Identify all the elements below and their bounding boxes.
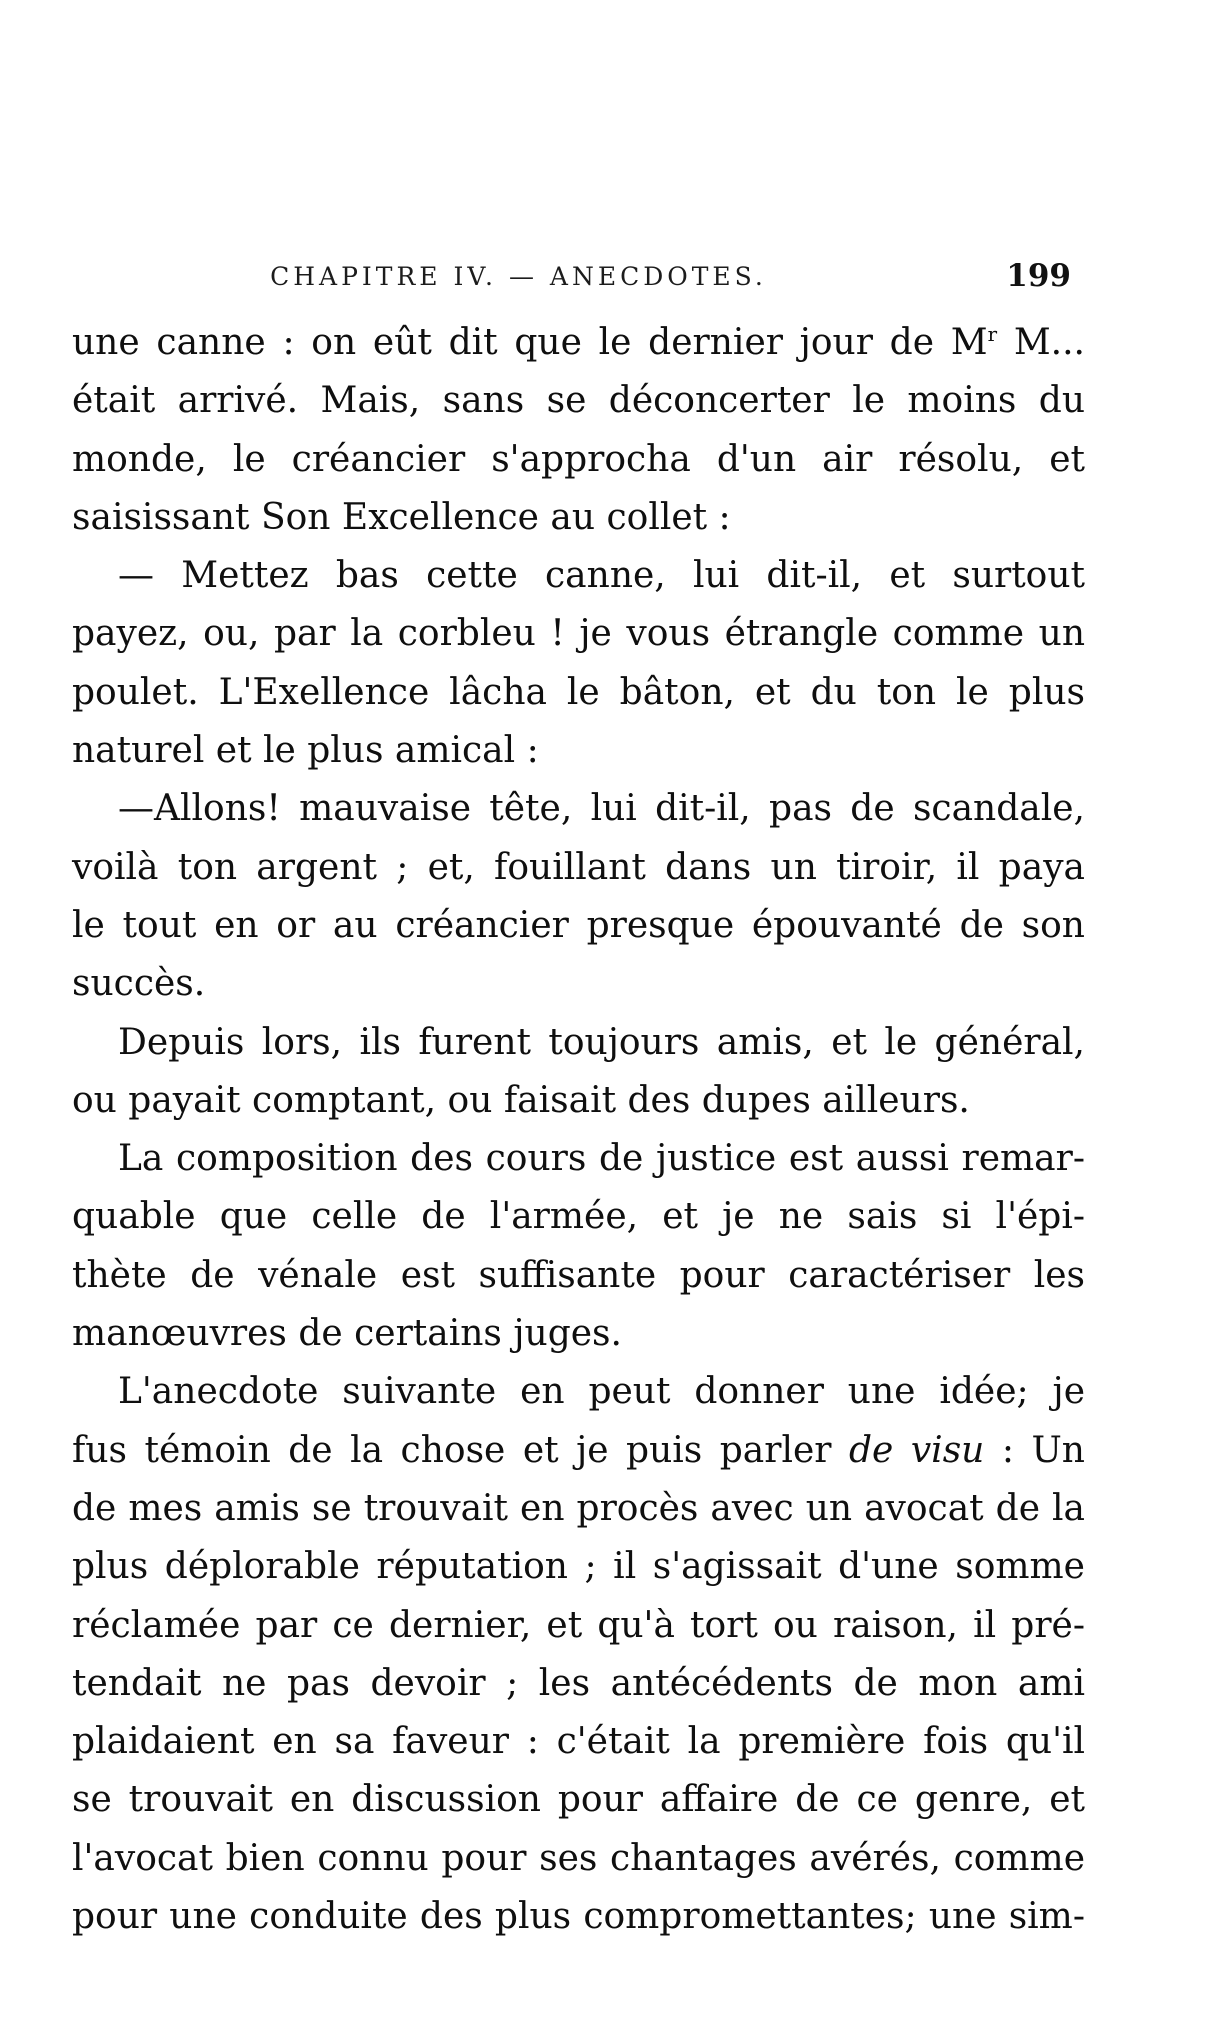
text-line: ou payait comptant, ou faisait des dupes ailleurs.: [72, 1079, 970, 1121]
text-segment: : Un: [984, 1429, 1085, 1471]
text-line: L'anecdote suivante en peut donner une idée; je: [118, 1371, 1085, 1413]
chapter-title: CHAPITRE IV. — ANECDOTES.: [270, 262, 767, 291]
text-line: se trouvait en discussion pour affaire de ce genre, et: [72, 1779, 1085, 1821]
text-line: quable que celle de l'armée, et je ne sais si l'épi-: [72, 1196, 1085, 1238]
text-line: de mes amis se trouvait en procès avec un avocat de la: [72, 1487, 1085, 1529]
text-line: naturel et le plus amical :: [72, 730, 539, 772]
text-line: l'avocat bien connu pour ses chantages avérés, comme: [72, 1837, 1085, 1879]
text-line: saisissant Son Excellence au collet :: [72, 496, 731, 538]
text-line: réclamée par ce dernier, et qu'à tort ou raison, il pré-: [72, 1604, 1085, 1646]
text-line: tendait ne pas devoir ; les antécédents de mon ami: [72, 1662, 1085, 1704]
text-line: poulet. L'Exellence lâcha le bâton, et du ton le plus: [72, 671, 1085, 713]
text-line: monde, le créancier s'approcha d'un air résolu, et: [72, 438, 1085, 480]
text-segment: fus témoin de la chose et je puis parler: [72, 1429, 849, 1471]
text-line: Depuis lors, ils furent toujours amis, et le général,: [118, 1021, 1085, 1063]
text-line: — Mettez bas cette canne, lui dit-il, et surtout: [118, 555, 1085, 597]
text-line: manœuvres de certains juges.: [72, 1313, 622, 1355]
text-line: [72, 1422, 1085, 1480]
page-number: 199: [1006, 258, 1071, 294]
text-line: plaidaient en sa faveur : c'était la première fois qu'il: [72, 1721, 1085, 1763]
text-line: La composition des cours de justice est aussi remar-: [118, 1138, 1085, 1180]
text-line: succès.: [72, 963, 206, 1005]
text-line: le tout en or au créancier presque épouvanté de son: [72, 904, 1085, 946]
text-segment: une canne : on eût dit que le dernier jour de M: [72, 322, 988, 363]
text-line: pour une conduite des plus compromettantes; une sim-: [72, 1896, 1085, 1938]
text-line: plus déplorable réputation ; il s'agissait d'une somme: [72, 1546, 1085, 1588]
superscript-text: r: [987, 323, 998, 346]
text-line: [72, 314, 1085, 372]
text-line: voilà ton argent ; et, fouillant dans un tiroir, il paya: [72, 846, 1085, 888]
text-line: était arrivé. Mais, sans se déconcerter le moins du: [72, 380, 1085, 422]
text-segment: M...: [997, 322, 1086, 363]
text-line: thète de vénale est suffisante pour caractériser les: [72, 1254, 1085, 1296]
text-line: —Allons! mauvaise tête, lui dit-il, pas de scandale,: [118, 788, 1085, 830]
text-line: payez, ou, par la corbleu ! je vous étrangle comme un: [72, 613, 1085, 655]
page-body: [72, 314, 1085, 1946]
italic-text: de visu: [849, 1429, 985, 1471]
running-head: [72, 258, 1085, 302]
